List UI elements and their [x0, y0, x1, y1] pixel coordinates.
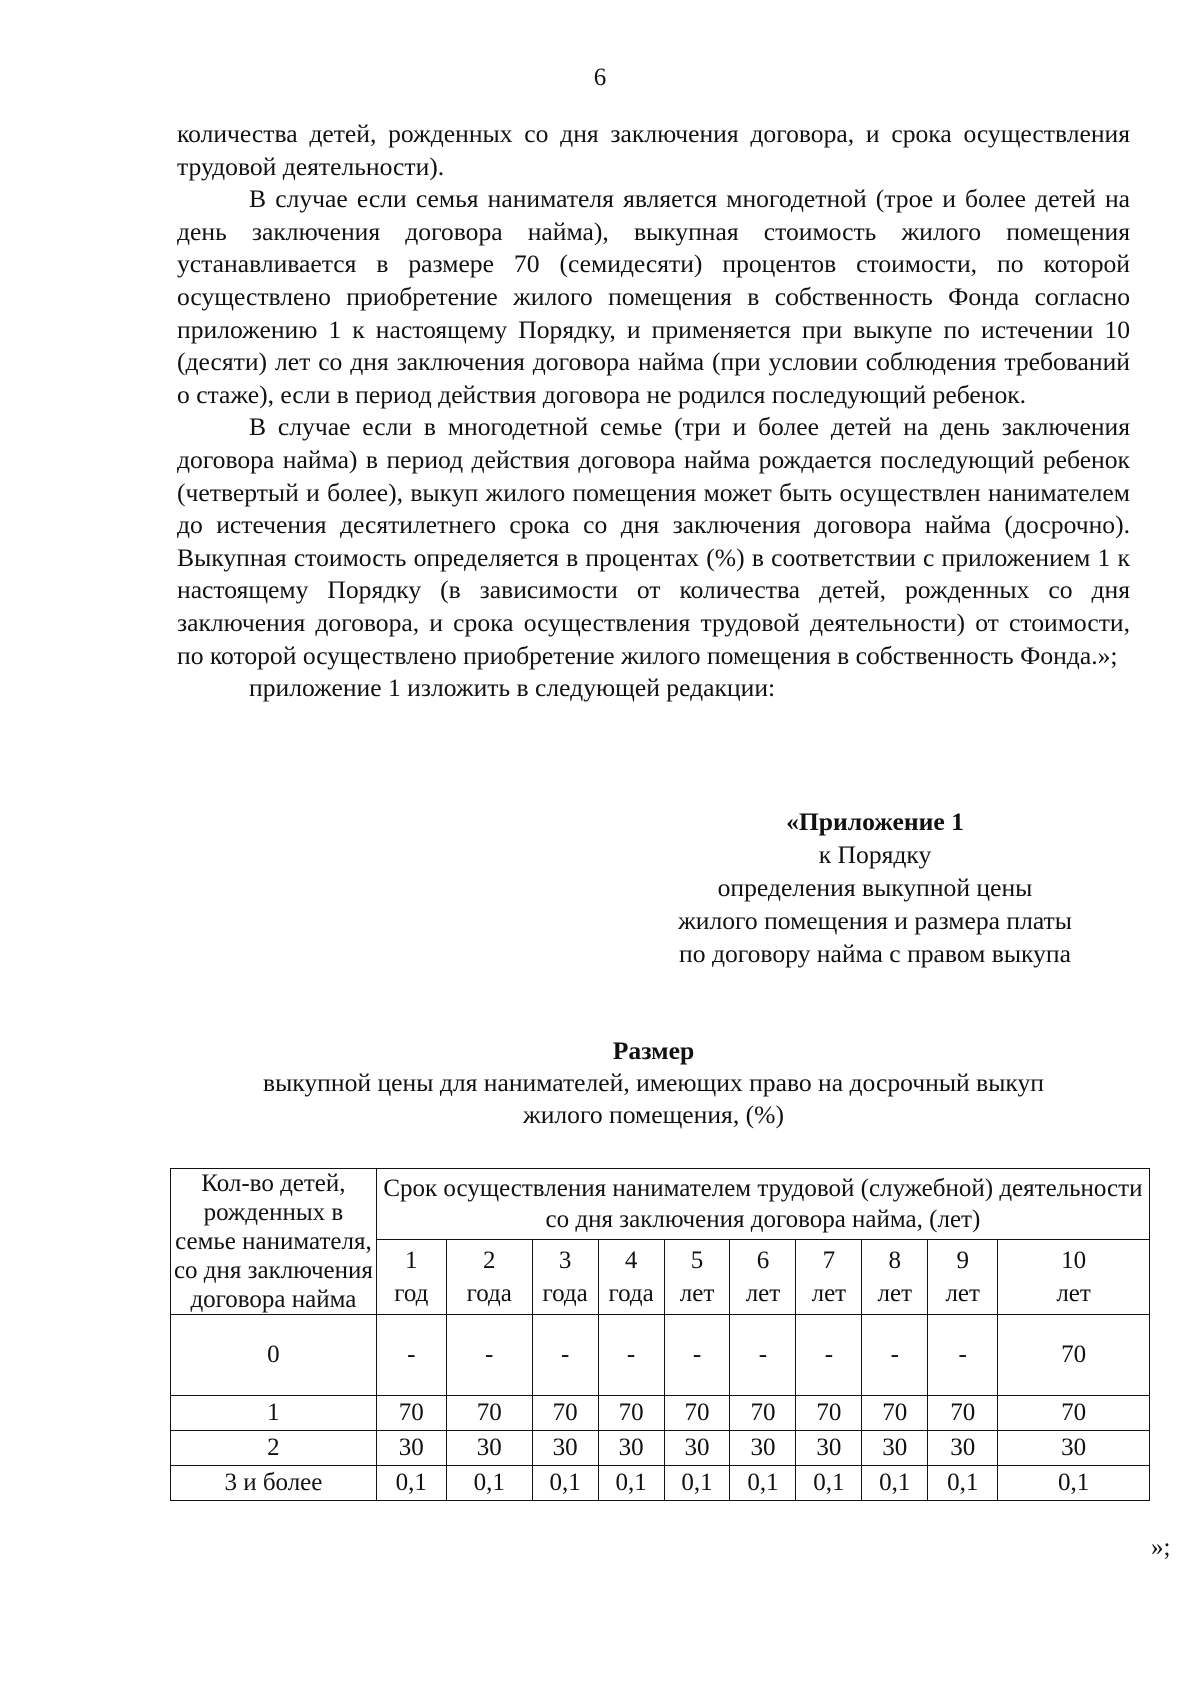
year-unit: лет	[877, 1279, 913, 1307]
year-header-cell	[446, 1239, 532, 1314]
children-count-cell: 3 и более	[171, 1466, 377, 1501]
year-header-cell	[376, 1239, 446, 1314]
appendix-header	[640, 805, 1110, 970]
percent-cell: 0,1	[598, 1466, 664, 1501]
year-header-cell	[598, 1239, 664, 1314]
year-header-cell	[532, 1239, 598, 1314]
body-text	[177, 118, 1130, 705]
percent-cell: 0,1	[376, 1466, 446, 1501]
year-header-cell	[730, 1239, 796, 1314]
year-number: 10	[1061, 1246, 1087, 1274]
percent-cell: -	[446, 1315, 532, 1396]
percent-cell: -	[796, 1315, 862, 1396]
percent-cell: -	[598, 1315, 664, 1396]
percent-cell: 0,1	[532, 1466, 598, 1501]
percent-cell: -	[730, 1315, 796, 1396]
year-number: 6	[756, 1246, 770, 1274]
year-header-cell	[664, 1239, 730, 1314]
year-header-cell	[796, 1239, 862, 1314]
percent-cell: 70	[998, 1315, 1150, 1396]
percent-cell: 70	[796, 1396, 862, 1431]
year-unit: лет	[945, 1279, 980, 1307]
year-number: 9	[956, 1246, 969, 1274]
appendix-line: к Порядку	[818, 840, 932, 869]
percent-cell: 70	[664, 1396, 730, 1431]
year-number: 7	[822, 1246, 836, 1274]
appendix-line: жилого помещения и размера платы	[678, 906, 1072, 935]
year-number: 5	[690, 1246, 704, 1274]
year-number: 2	[482, 1246, 496, 1274]
page-number: 6	[593, 64, 607, 91]
row-header-cell: Кол-во детей, рожденных в семье нанимателя, со дня заключения договора найма	[171, 1169, 377, 1315]
percent-cell: 70	[532, 1396, 598, 1431]
percent-cell: 0,1	[998, 1466, 1150, 1501]
year-unit: лет	[745, 1279, 781, 1307]
year-unit: лет	[679, 1279, 715, 1307]
table-row	[171, 1396, 1150, 1431]
percent-cell: 30	[730, 1431, 796, 1466]
percent-cell: 30	[998, 1431, 1150, 1466]
table-body	[171, 1315, 1150, 1501]
buyout-price-table	[170, 1168, 1150, 1501]
percent-cell: 0,1	[730, 1466, 796, 1501]
percent-cell: 70	[376, 1396, 446, 1431]
table-row	[171, 1315, 1150, 1396]
percent-cell: 30	[862, 1431, 928, 1466]
year-number: 1	[405, 1246, 418, 1274]
group-header-cell: Срок осуществления нанимателем трудовой (служебной) деятельности со дня заключения договора найма, (лет)	[376, 1169, 1149, 1240]
percent-cell: 0,1	[862, 1466, 928, 1501]
percent-cell: 0,1	[446, 1466, 532, 1501]
percent-cell: 30	[598, 1431, 664, 1466]
percent-cell: -	[928, 1315, 998, 1396]
year-unit: лет	[811, 1279, 847, 1307]
paragraph-appendix-intro: приложение 1 изложить в следующей редакции:	[249, 673, 776, 703]
percent-cell: 30	[796, 1431, 862, 1466]
year-unit: года	[608, 1279, 654, 1307]
table-row	[171, 1431, 1150, 1466]
year-unit: года	[466, 1279, 512, 1307]
closing-quote-mark: »;	[1151, 1534, 1171, 1561]
table-title-line: выкупной цены для нанимателей, имеющих право на досрочный выкуп	[263, 1068, 1044, 1097]
children-count-cell: 1	[171, 1396, 377, 1431]
paragraph-early-buyout: В случае если в многодетной семье (три и более детей на день заключения договора найма) в период действия договора найма рождается последующий ребенок (четвертый и более), выкуп жилого помещения может быть осуществлен нанимателем до истечения десятилетнего срока со дня заключения договора найма (досрочно). Выкупная стоимость определяется в процентах (%) в соответствии с приложением 1 к настоящему Порядку (в зависимости от количества детей, рожденных со дня заключения договора, и срока осуществления трудовой деятельности) от стоимости, по которой осуществлено приобретение жилого помещения в собственность Фонда.»;	[177, 412, 1130, 670]
table-title	[177, 1035, 1130, 1131]
appendix-line: по договору найма с правом выкупа	[679, 939, 1071, 968]
percent-cell: 30	[532, 1431, 598, 1466]
year-unit: года	[542, 1279, 588, 1307]
year-unit: год	[394, 1279, 429, 1307]
percent-cell: -	[664, 1315, 730, 1396]
paragraph-large-family: В случае если семья нанимателя является многодетной (трое и более детей на день заключения договора найма), выкупная стоимость жилого помещения устанавливается в размере 70 (семидесяти) процентов стоимости, по которой осуществлено приобретение жилого помещения в собственность Фонда согласно приложению 1 к настоящему Порядку, и применяется при выкупе по истечении 10 (десяти) лет со дня заключения договора найма (при условии соблюдения требований о стаже), если в период действия договора не родился последующий ребенок.	[177, 184, 1130, 409]
percent-cell: -	[376, 1315, 446, 1396]
year-number: 4	[624, 1246, 638, 1274]
percent-cell: 70	[446, 1396, 532, 1431]
percent-cell: 0,1	[928, 1466, 998, 1501]
table-title-line: жилого помещения, (%)	[523, 1100, 784, 1129]
year-header-cell	[998, 1239, 1150, 1314]
children-count-cell: 2	[171, 1431, 377, 1466]
percent-cell: 70	[730, 1396, 796, 1431]
percent-cell: 0,1	[796, 1466, 862, 1501]
percent-cell: 30	[928, 1431, 998, 1466]
table-title-bold: Размер	[612, 1036, 695, 1065]
paragraph-continuation: количества детей, рожденных со дня заключения договора, и срока осуществления трудовой деятельности).	[177, 119, 1130, 181]
table-row	[171, 1466, 1150, 1501]
percent-cell: 30	[664, 1431, 730, 1466]
children-count-cell: 0	[171, 1315, 377, 1396]
percent-cell: 70	[862, 1396, 928, 1431]
appendix-title: «Приложение 1	[786, 807, 964, 836]
percent-cell: 70	[928, 1396, 998, 1431]
percent-cell: -	[862, 1315, 928, 1396]
percent-cell: 30	[446, 1431, 532, 1466]
percent-cell: 70	[998, 1396, 1150, 1431]
year-number: 3	[558, 1246, 572, 1274]
year-header-cell	[928, 1239, 998, 1314]
appendix-line: определения выкупной цены	[717, 873, 1033, 902]
year-header-cell	[862, 1239, 928, 1314]
year-unit: лет	[1056, 1279, 1091, 1307]
year-number: 8	[888, 1246, 902, 1274]
percent-cell: 30	[376, 1431, 446, 1466]
percent-cell: 0,1	[664, 1466, 730, 1501]
percent-cell: 70	[598, 1396, 664, 1431]
percent-cell: -	[532, 1315, 598, 1396]
